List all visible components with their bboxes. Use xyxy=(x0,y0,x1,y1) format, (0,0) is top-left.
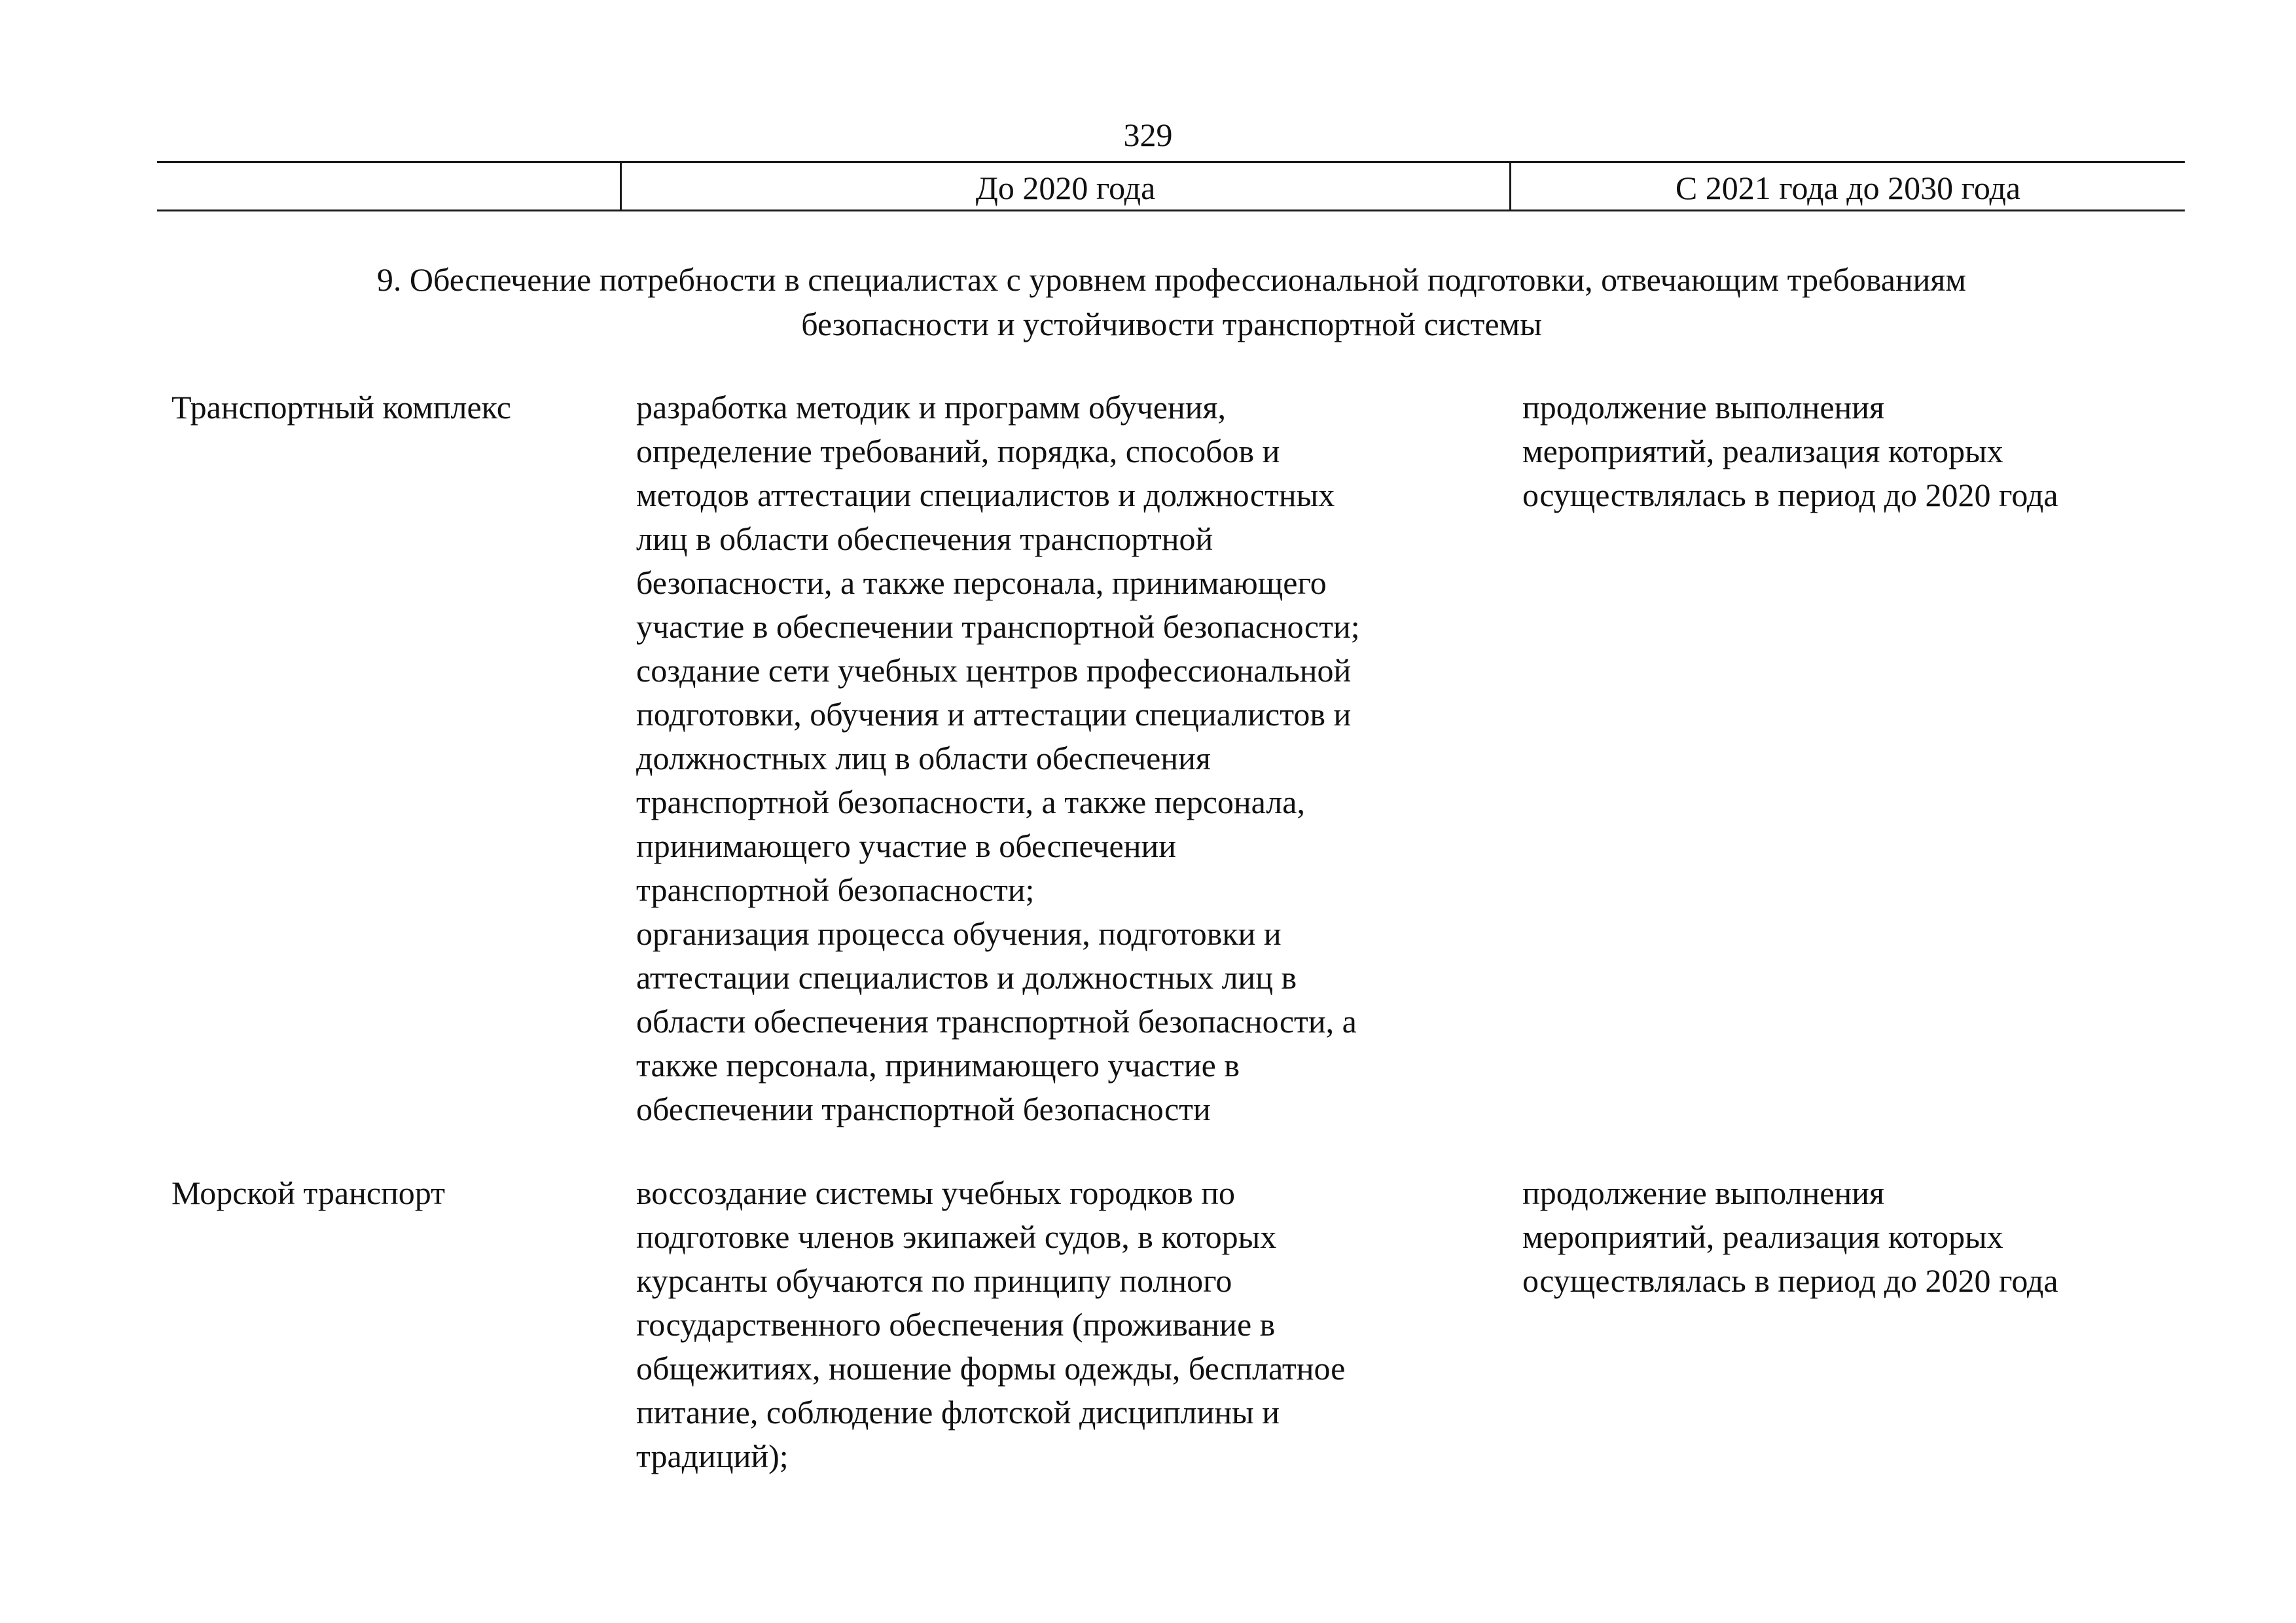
row-category: Транспортный комплекс xyxy=(171,389,511,426)
header-bottom-rule xyxy=(157,210,2185,211)
row-category: Морской транспорт xyxy=(171,1175,445,1211)
header-top-rule xyxy=(157,161,2185,163)
header-col-until-2020: До 2020 года xyxy=(975,170,1156,206)
row-2021-2030: продолжение выполнения мероприятий, реализация которых осуществлялась в период до 2020 года xyxy=(1522,389,2058,513)
page-number: 329 xyxy=(1123,117,1173,153)
row-until-2020: воссоздание системы учебных городков по подготовке членов экипажей судов, в которых курсанты обучаются по принципу полного государственного обеспечения (проживание в общежитиях, ношение формы одежды, бесплатное питание, соблюдение флотской дисциплины и традиций); xyxy=(636,1175,1346,1474)
row-until-2020: разработка методик и программ обучения, определение требований, порядка, способов и методов аттестации специалистов и должностных лиц в области обеспечения транспортной безопасности, а также персонала, принимающего участие в обеспечении транспортной безопасности; создание сети учебных центров профессиональной подготовки, обучения и аттестации специалистов и должностных лиц в области обеспечения транспортной безопасности, а также персонала, принимающего участие в обеспечении транспортной безопасности; организация процесса обучения, подготовки и аттестации специалистов и должностных лиц в области обеспечения транспортной безопасности, а также персонала, принимающего участие в обеспечении транспортной безопасности xyxy=(636,389,1360,1127)
header-col-2021-2030: С 2021 года до 2030 года xyxy=(1675,170,2021,206)
section-title: 9. Обеспечение потребности в специалистах с уровнем профессиональной подготовки, отвечающим требованиям безопасности и устойчивости транспортной системы xyxy=(376,261,1967,342)
row-2021-2030: продолжение выполнения мероприятий, реализация которых осуществлялась в период до 2020 года xyxy=(1522,1175,2058,1299)
